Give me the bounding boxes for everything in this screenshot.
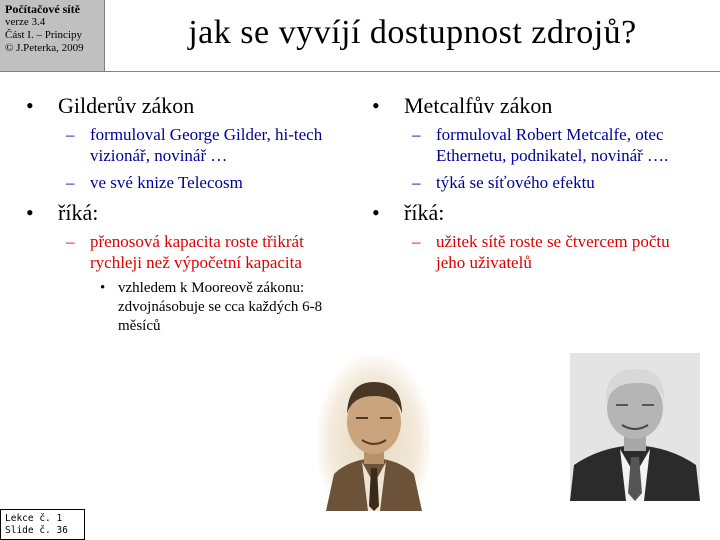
bullet-gilder-says xyxy=(26,199,336,227)
course-name: Počítačové sítě xyxy=(5,2,80,16)
bullet-dot-icon: • xyxy=(372,200,380,225)
bullet-dash-icon: – xyxy=(66,125,75,144)
bullet-gilder-law xyxy=(26,92,336,120)
metcalfe-portrait-drawing xyxy=(570,353,700,501)
gilder-item-2 xyxy=(26,172,336,193)
bullet-small-dot-icon: • xyxy=(100,280,106,296)
metcalfe-says-heading: říká: xyxy=(404,200,445,225)
version-label: verze 3.4 xyxy=(5,16,46,28)
bullet-dot-icon: • xyxy=(372,93,380,118)
metcalfe-law-heading: Metcalfův zákon xyxy=(404,93,553,118)
gilder-portrait-photo xyxy=(318,356,430,511)
bullet-dot-icon: • xyxy=(26,93,34,118)
slide-title: jak se vyvíjí dostupnost zdrojů? xyxy=(188,14,637,51)
bullet-dash-icon: – xyxy=(412,125,421,144)
author-label: © J.Peterka, 2009 xyxy=(5,42,84,54)
bullet-metcalfe-says xyxy=(372,199,702,227)
gilder-says-heading: říká: xyxy=(58,200,99,225)
metcalfe-item-2-text: týká se síťového efektu xyxy=(436,173,595,192)
course-info-box xyxy=(0,0,105,72)
gilder-sub-item xyxy=(26,279,336,336)
metcalfe-item-1-text: formuloval Robert Metcalfe, otec Ethernetu, podnikatel, novinář …. xyxy=(436,125,669,165)
gilder-item-1-text: formuloval George Gilder, hi-tech vizionář, novinář … xyxy=(90,125,323,165)
gilder-says-item-text: přenosová kapacita roste třikrát rychleji než výpočetní kapacita xyxy=(90,232,304,272)
metcalfe-says-item xyxy=(372,231,702,273)
gilder-says-item xyxy=(26,231,336,273)
bullet-dash-icon: – xyxy=(66,173,75,192)
gilder-portrait-drawing xyxy=(318,356,430,511)
slide-number: Slide č. 36 xyxy=(5,525,68,536)
slide-footer xyxy=(0,509,85,540)
part-label: Část I. – Principy xyxy=(5,29,82,41)
metcalfe-portrait-photo xyxy=(570,353,700,501)
left-column xyxy=(26,92,336,340)
gilder-item-2-text: ve své knize Telecosm xyxy=(90,173,243,192)
lesson-number: Lekce č. 1 xyxy=(5,513,63,524)
metcalfe-says-item-text: užitek sítě roste se čtvercem počtu jeho uživatelů xyxy=(436,232,670,272)
gilder-law-heading: Gilderův zákon xyxy=(58,93,195,118)
metcalfe-item-1 xyxy=(372,124,702,166)
metcalfe-item-2 xyxy=(372,172,702,193)
right-column xyxy=(372,92,702,279)
gilder-sub-item-text: vzhledem k Mooreově zákonu: zdvojnásobuje se cca každých 6-8 měsíců xyxy=(118,280,323,334)
bullet-dot-icon: • xyxy=(26,200,34,225)
gilder-item-1 xyxy=(26,124,336,166)
bullet-dash-icon: – xyxy=(412,173,421,192)
bullet-dash-icon: – xyxy=(412,232,421,251)
bullet-dash-icon: – xyxy=(66,232,75,251)
bullet-metcalfe-law xyxy=(372,92,702,120)
title-bar xyxy=(105,0,720,72)
